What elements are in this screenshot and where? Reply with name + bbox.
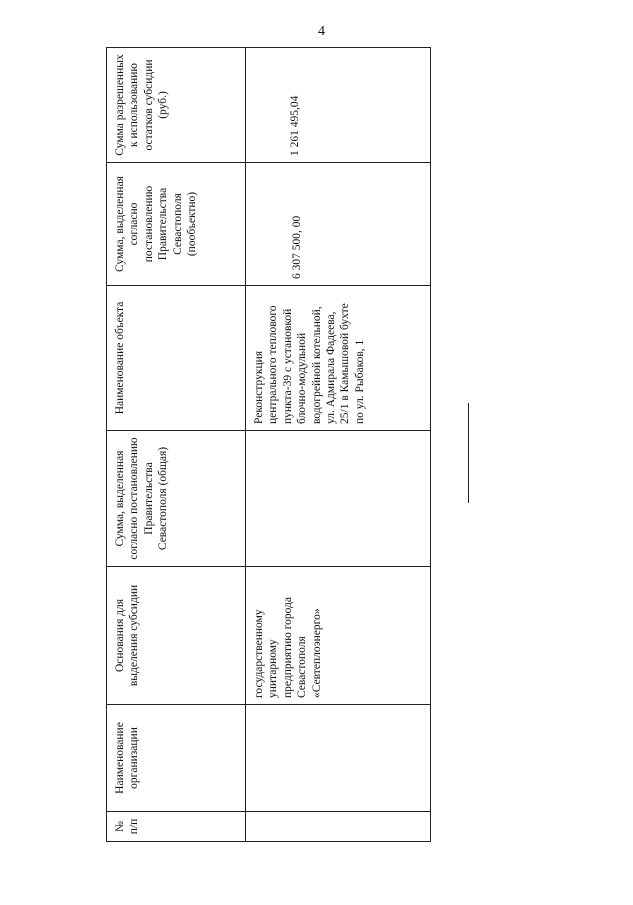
cell-num bbox=[246, 812, 431, 842]
header-object: Наименование объекта bbox=[107, 286, 246, 431]
cell-sum-total bbox=[246, 431, 431, 567]
separator-line bbox=[468, 403, 469, 503]
cell-sum-object: 6 307 500, 00 bbox=[246, 163, 431, 286]
subsidy-table bbox=[106, 47, 431, 842]
header-sum-total: Сумма, выделенная согласно постановлению Правительства Севастополя (общая) bbox=[107, 431, 246, 567]
table-header-row bbox=[107, 48, 246, 842]
header-basis: Основания для выделения субсидии bbox=[107, 567, 246, 705]
header-sum-object: Сумма, выделенная согласно постановлению Правительства Севастополя (пообъектно) bbox=[107, 163, 246, 286]
cell-basis: государственному унитарному предприятию города Севастополя «Севтеплоэнерго» bbox=[246, 567, 431, 705]
rotated-table-wrapper bbox=[106, 47, 431, 842]
cell-organization bbox=[246, 705, 431, 812]
header-num: № п/п bbox=[107, 812, 246, 842]
header-sum-allowed: Сумма разрешенных к использованию остатков субсидии (руб.) bbox=[107, 48, 246, 163]
cell-sum-allowed: 1 261 495,04 bbox=[246, 48, 431, 163]
table-row bbox=[246, 48, 431, 842]
header-organization: Наименование организации bbox=[107, 705, 246, 812]
cell-object: Реконструкция центрального теплового пункта-39 с установкой блочно-модульной водогрейной котельной, ул. Адмирала Фадеева, 25/1 в Камышовой бухте по ул. Рыбаков, 1 bbox=[246, 286, 431, 431]
page-number: 4 bbox=[318, 24, 325, 39]
